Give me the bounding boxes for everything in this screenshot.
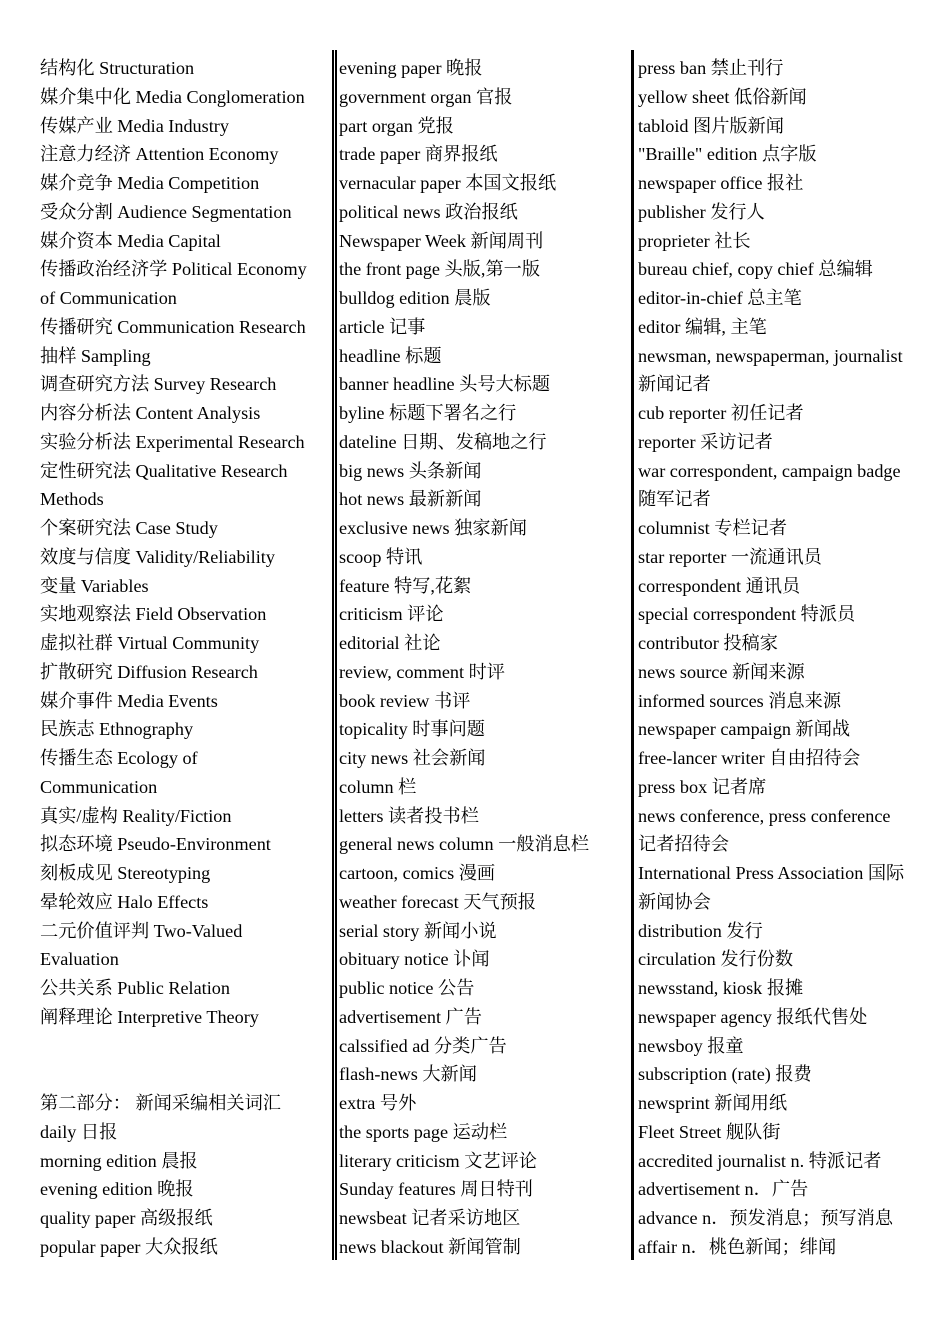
glossary-entry: International Press Association 国际 <box>638 863 905 883</box>
glossary-entry: evening paper 晚报 <box>339 58 483 78</box>
glossary-entry: free-lancer writer 自由招待会 <box>638 748 861 768</box>
glossary-entry: Evaluation <box>40 949 119 970</box>
glossary-entry: bulldog edition 晨版 <box>339 288 491 308</box>
glossary-entry: 传媒产业 Media Industry <box>40 115 229 136</box>
glossary-entry: 随军记者 <box>638 489 711 510</box>
glossary-entry: 公共关系 Public Relation <box>40 978 230 998</box>
glossary-entry: vernacular paper 本国文报纸 <box>339 173 557 193</box>
glossary-column-1 <box>40 54 332 1262</box>
glossary-entry: newsprint 新闻用纸 <box>638 1093 788 1113</box>
glossary-entry: popular paper 大众报纸 <box>40 1236 218 1257</box>
column-divider-double-right <box>335 50 337 1260</box>
glossary-entry: 传播生态 Ecology of <box>40 748 198 768</box>
glossary-entry: the front page 头版,第一版 <box>339 259 541 280</box>
glossary-entry: obituary notice 讣闻 <box>339 949 490 970</box>
glossary-entry: newspaper office 报社 <box>638 173 804 193</box>
glossary-entry: contributor 投稿家 <box>638 633 778 653</box>
glossary-entry: special correspondent 特派员 <box>638 604 856 625</box>
glossary-entry: headline 标题 <box>339 345 442 366</box>
glossary-entry: serial story 新闻小说 <box>339 920 497 941</box>
glossary-entry: press box 记者席 <box>638 776 767 797</box>
glossary-entry: advertisement 广告 <box>339 1006 482 1027</box>
glossary-entry: flash-news 大新闻 <box>339 1064 477 1085</box>
glossary-entry: exclusive news 独家新闻 <box>339 518 527 538</box>
glossary-entry: 媒介竞争 Media Competition <box>40 173 260 193</box>
glossary-entry: 第二部分： 新闻采编相关词汇 <box>40 1093 281 1113</box>
glossary-entry: Fleet Street 舰队街 <box>638 1121 781 1142</box>
glossary-entry: Communication <box>40 776 158 797</box>
glossary-entry: 定性研究法 Qualitative Research <box>40 460 288 481</box>
glossary-entry: 媒介资本 Media Capital <box>40 230 221 251</box>
glossary-entry: topicality 时事问题 <box>339 719 485 740</box>
glossary-entry: daily 日报 <box>40 1121 118 1142</box>
glossary-entry: byline 标题下署名之行 <box>339 403 517 423</box>
glossary-entry: banner headline 头号大标题 <box>339 374 551 395</box>
glossary-entry: 结构化 Structuration <box>40 58 195 78</box>
glossary-entry: cartoon, comics 漫画 <box>339 863 496 883</box>
glossary-entry: 传播政治经济学 Political Economy <box>40 259 307 280</box>
glossary-entry: informed sources 消息来源 <box>638 690 842 711</box>
column-divider-double-left <box>332 50 334 1260</box>
glossary-column-2 <box>339 54 629 1262</box>
glossary-entry: 扩散研究 Diffusion Research <box>40 661 258 682</box>
glossary-entry: 记者招待会 <box>638 834 729 855</box>
glossary-entry: advertisement n．广告 <box>638 1179 809 1200</box>
glossary-entry: newsstand, kiosk 报摊 <box>638 978 804 998</box>
glossary-entry: 受众分割 Audience Segmentation <box>40 201 292 222</box>
glossary-entry: 新闻协会 <box>638 891 711 912</box>
glossary-entry: 效度与信度 Validity/Reliability <box>40 546 275 567</box>
glossary-entry: press ban 禁止刊行 <box>638 58 784 78</box>
glossary-entry: publisher 发行人 <box>638 201 765 222</box>
glossary-entry: news source 新闻来源 <box>638 661 805 682</box>
glossary-entry: 实地观察法 Field Observation <box>40 604 267 625</box>
glossary-entry: city news 社会新闻 <box>339 748 486 768</box>
glossary-entry: news blackout 新闻管制 <box>339 1236 521 1257</box>
glossary-entry: editor 编辑, 主笔 <box>638 316 767 337</box>
glossary-entry: 个案研究法 Case Study <box>40 518 218 538</box>
glossary-entry: correspondent 通讯员 <box>638 575 801 596</box>
glossary-entry: 虚拟社群 Virtual Community <box>40 633 260 653</box>
glossary-entry: "Braille" edition 点字版 <box>638 144 817 165</box>
glossary-entry: proprieter 社长 <box>638 230 751 251</box>
glossary-entry: weather forecast 天气预报 <box>339 891 536 912</box>
glossary-entry: 抽样 Sampling <box>40 345 151 366</box>
glossary-entry: affair n．桃色新闻；绯闻 <box>638 1236 837 1257</box>
glossary-entry: Sunday features 周日特刊 <box>339 1179 533 1200</box>
glossary-entry: star reporter 一流通讯员 <box>638 546 822 567</box>
glossary-entry: 阐释理论 Interpretive Theory <box>40 1006 259 1027</box>
glossary-entry: reporter 采访记者 <box>638 431 773 452</box>
glossary-entry: book review 书评 <box>339 690 471 711</box>
glossary-entry: letters 读者投书栏 <box>339 805 479 826</box>
glossary-entry: literary criticism 文艺评论 <box>339 1150 537 1171</box>
glossary-entry: 注意力经济 Attention Economy <box>40 144 279 165</box>
glossary-entry: 民族志 Ethnography <box>40 719 194 740</box>
glossary-entry: the sports page 运动栏 <box>339 1121 508 1142</box>
glossary-entry: distribution 发行 <box>638 920 763 941</box>
glossary-entry: 刻板成见 Stereotyping <box>40 863 211 883</box>
glossary-entry: bureau chief, copy chief 总编辑 <box>638 259 873 280</box>
glossary-entry: calssified ad 分类广告 <box>339 1035 507 1056</box>
glossary-entry: war correspondent, campaign badge <box>638 460 901 481</box>
column-divider <box>631 50 634 1260</box>
glossary-entry: Newspaper Week 新闻周刊 <box>339 230 544 251</box>
glossary-entry: government organ 官报 <box>339 86 513 107</box>
glossary-entry: part organ 党报 <box>339 115 454 136</box>
glossary-entry: dateline 日期、发稿地之行 <box>339 431 547 452</box>
glossary-entry: accredited journalist n. 特派记者 <box>638 1150 882 1171</box>
glossary-entry: big news 头条新闻 <box>339 460 482 481</box>
glossary-entry: 实验分析法 Experimental Research <box>40 431 305 452</box>
glossary-entry: evening edition 晚报 <box>40 1179 194 1200</box>
glossary-entry: 传播研究 Communication Research <box>40 316 306 337</box>
glossary-entry: 晕轮效应 Halo Effects <box>40 891 209 912</box>
glossary-entry: column 栏 <box>339 776 417 797</box>
glossary-entry: circulation 发行份数 <box>638 949 794 970</box>
glossary-entry: advance n．预发消息；预写消息 <box>638 1208 894 1228</box>
glossary-entry: feature 特写,花絮 <box>339 575 472 596</box>
glossary-entry: Methods <box>40 489 104 510</box>
glossary-entry: 媒介事件 Media Events <box>40 690 218 711</box>
glossary-entry: subscription (rate) 报费 <box>638 1064 812 1085</box>
glossary-entry: 真实/虚构 Reality/Fiction <box>40 805 232 826</box>
glossary-entry: criticism 评论 <box>339 604 444 625</box>
glossary-entry: 二元价值评判 Two-Valued <box>40 920 243 941</box>
glossary-entry: tabloid 图片版新闻 <box>638 115 784 136</box>
glossary-entry: 变量 Variables <box>40 575 149 596</box>
glossary-entry: of Communication <box>40 288 177 308</box>
glossary-entry: political news 政治报纸 <box>339 201 518 222</box>
glossary-entry: newsbeat 记者采访地区 <box>339 1208 521 1228</box>
glossary-entry: 拟态环境 Pseudo-Environment <box>40 834 271 855</box>
glossary-entry: quality paper 高级报纸 <box>40 1208 213 1228</box>
glossary-entry: columnist 专栏记者 <box>638 518 788 538</box>
glossary-entry: 内容分析法 Content Analysis <box>40 403 261 423</box>
glossary-entry: newspaper agency 报纸代售处 <box>638 1006 868 1027</box>
glossary-entry: review, comment 时评 <box>339 661 505 682</box>
glossary-entry: trade paper 商界报纸 <box>339 144 498 165</box>
glossary-entry: newspaper campaign 新闻战 <box>638 719 851 740</box>
glossary-entry: morning edition 晨报 <box>40 1150 198 1171</box>
glossary-entry: public notice 公告 <box>339 978 475 998</box>
glossary-entry: yellow sheet 低俗新闻 <box>638 86 807 107</box>
glossary-entry: cub reporter 初任记者 <box>638 403 804 423</box>
glossary-entry: scoop 特讯 <box>339 546 423 567</box>
glossary-entry: hot news 最新新闻 <box>339 489 482 510</box>
glossary-entry: newsboy 报童 <box>638 1035 744 1056</box>
glossary-entry: 调查研究方法 Survey Research <box>40 374 277 395</box>
glossary-entry: extra 号外 <box>339 1093 417 1113</box>
blank-line <box>40 1060 332 1089</box>
glossary-entry: editorial 社论 <box>339 633 441 653</box>
glossary-entry: 新闻记者 <box>638 374 711 395</box>
glossary-entry: editor-in-chief 总主笔 <box>638 288 802 308</box>
glossary-entry: newsman, newspaperman, journalist <box>638 345 903 366</box>
glossary-entry: 媒介集中化 Media Conglomeration <box>40 86 305 107</box>
blank-line <box>40 1032 332 1061</box>
glossary-column-3 <box>638 54 938 1262</box>
glossary-entry: general news column 一般消息栏 <box>339 834 590 855</box>
glossary-entry: article 记事 <box>339 316 426 337</box>
glossary-entry: news conference, press conference <box>638 805 891 826</box>
